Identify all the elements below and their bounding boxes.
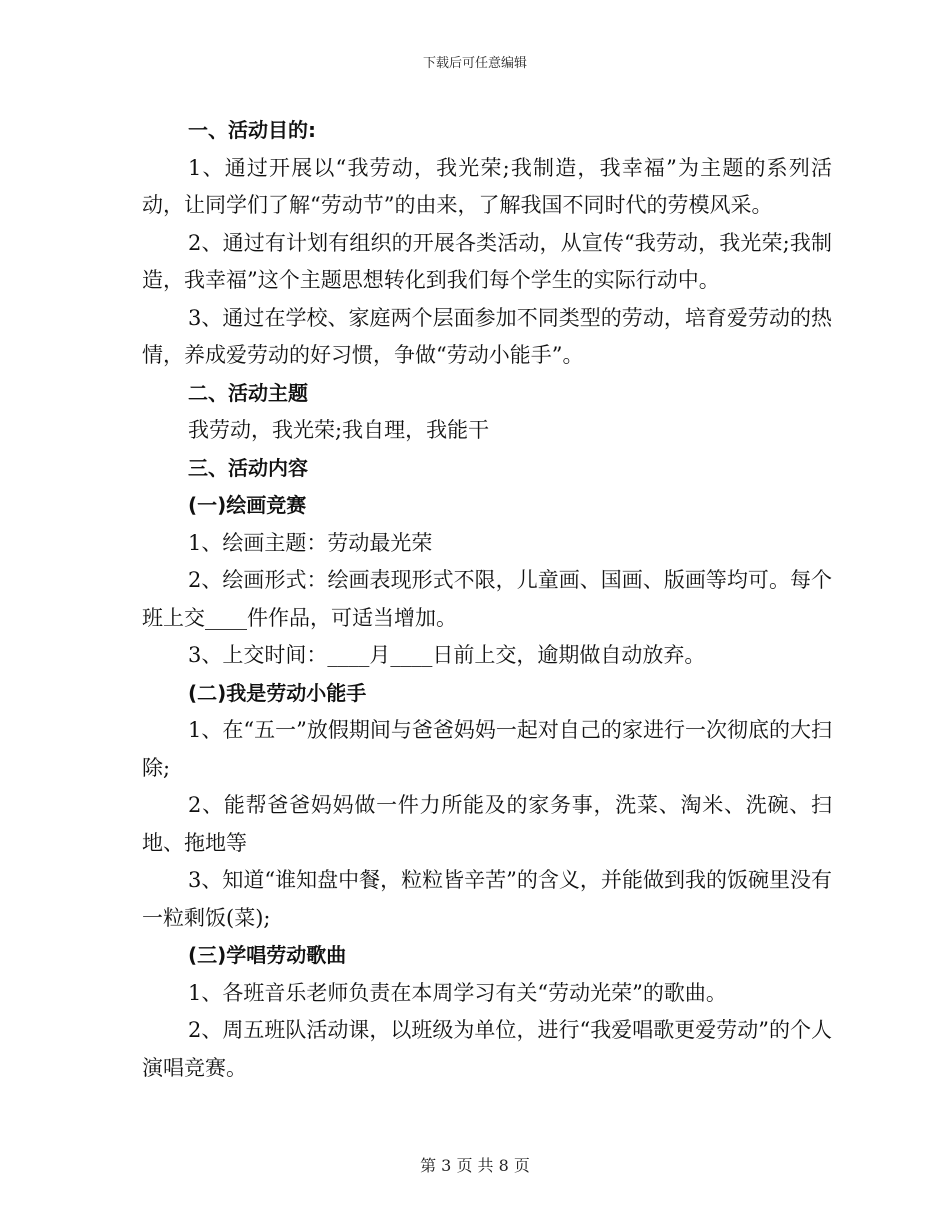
subsection-heading-helper: (二)我是劳动小能手 bbox=[188, 680, 367, 705]
drawing-paragraph-3: 3、上交时间：____月____日前上交，逾期做自动放弃。 bbox=[188, 643, 706, 667]
section-heading-purpose: 一、活动目的: bbox=[188, 118, 316, 142]
document-body bbox=[142, 112, 832, 1087]
helper-paragraph-3: 3、知道“谁知盘中餐，粒粒皆辛苦”的含义，并能做到我的饭碗里没有一粒剩饭(菜); bbox=[142, 868, 832, 930]
helper-paragraph-2: 2、能帮爸爸妈妈做一件力所能及的家务事，洗菜、淘米、洗碗、扫地、拖地等 bbox=[142, 793, 832, 855]
theme-text: 我劳动，我光荣;我自理，我能干 bbox=[188, 418, 490, 442]
helper-paragraph-1: 1、在“五一”放假期间与爸爸妈妈一起对自己的家进行一次彻底的大扫除; bbox=[142, 718, 832, 780]
drawing-paragraph-2: 2、绘画形式：绘画表现形式不限，儿童画、国画、版画等均可。每个班上交____件作品，可适当增加。 bbox=[142, 568, 832, 630]
purpose-paragraph-3: 3、通过在学校、家庭两个层面参加不同类型的劳动，培育爱劳动的热情，养成爱劳动的好习惯，争做“劳动小能手”。 bbox=[142, 305, 832, 367]
drawing-paragraph-1: 1、绘画主题：劳动最光荣 bbox=[188, 530, 433, 555]
purpose-paragraph-1: 1、通过开展以“我劳动，我光荣;我制造，我幸福”为主题的系列活动，让同学们了解“劳动节”的由来，了解我国不同时代的劳模风采。 bbox=[142, 155, 832, 217]
subsection-heading-drawing: (一)绘画竞赛 bbox=[188, 493, 307, 517]
page-indicator: 第 3 页 共 8 页 bbox=[420, 1156, 530, 1175]
songs-paragraph-1: 1、各班音乐老师负责在本周学习有关“劳动光荣”的歌曲。 bbox=[188, 980, 727, 1005]
header-note: 下载后可任意编辑 bbox=[422, 56, 527, 71]
section-heading-content: 三、活动内容 bbox=[188, 455, 308, 480]
purpose-paragraph-2: 2、通过有计划有组织的开展各类活动，从宣传“我劳动，我光荣;我制造，我幸福”这个主题思想转化到我们每个学生的实际行动中。 bbox=[142, 230, 832, 292]
songs-paragraph-2: 2、周五班队活动课，以班级为单位，进行“我爱唱歌更爱劳动”的个人演唱竞赛。 bbox=[142, 1018, 832, 1080]
section-heading-theme: 二、活动主题 bbox=[188, 380, 308, 405]
subsection-heading-songs: (三)学唱劳动歌曲 bbox=[188, 943, 347, 967]
